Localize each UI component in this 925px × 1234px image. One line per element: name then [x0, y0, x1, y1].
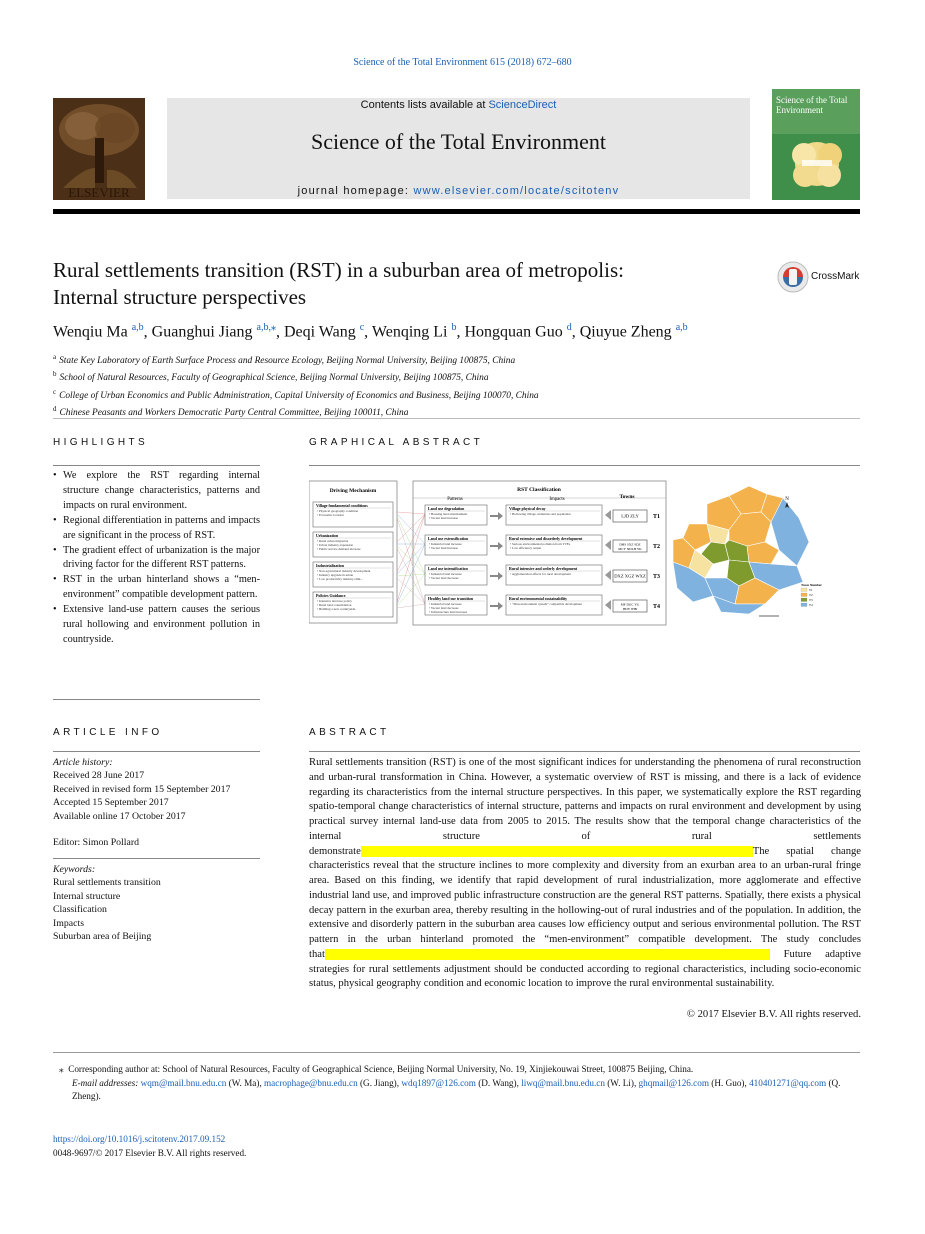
crossmark-badge[interactable] — [776, 260, 866, 294]
homepage-link[interactable]: www.elsevier.com/locate/scitotenv — [413, 185, 620, 197]
email-owner: (G. Jiang) — [360, 1077, 397, 1088]
graphical-abstract-figure — [309, 478, 860, 628]
ga-impact-box — [506, 595, 602, 615]
highlights-rule-bottom — [53, 699, 260, 700]
history-item: Available online 17 October 2017 — [53, 810, 186, 822]
ga-driver-box-title: Policies Guidance — [316, 594, 346, 598]
affiliation-text: Chinese Peasants and Workers Democratic Party Central Committee, Beijing 100011, China — [59, 408, 409, 419]
author-separator: , — [456, 323, 465, 341]
ga-pattern-box-title: Land use extensification — [428, 537, 469, 541]
ga-pattern-box-title: Land use intensification — [428, 567, 468, 571]
abstract-text: Rural settlements transition (RST) is one of the most significant indices for understanding the phenomena of rural reconstruction and urban-rural transformation in China. However, a systematic overview of RST is missing, and there is a lack of evidence regarding its characteristics from the internal structure perspectives. In this paper, we systematically explore the RST regarding spatio-temporal change characteristics of internal structure, patterns and impacts on rural environment and development by using practical survey internal land-use data from 2005 to 2015. The results show that the temporal change characteristics of the internal structure of rural settlements demonstrate The spatial change characteristics reveal that the structure inclines to more complexity and diversity from an exurban area to an urban-rural fringe area. Based on this finding, we identify that rapid development of rural industrialization, more agglomerate and effective industrial land use, and improved public infrastructure construction are the general RST patterns. Spatially, there exists a physical decay pattern in the exurban area, thereby resulting in the hollowing-out of rural industries and of the population. In addition, the extensive and disorderly pattern in the suburban area causes low efficiency output and serious environmental pollution. The RST pattern in the urban hinterland promoted the “men-environment” compatible development. The study concludes that Future adaptive strategies for rural settlements adjustment should be conducted according to regional characteristics, including socio-economic status, physical geography condition and economic location to improve the rural environmental sustainability. — [309, 757, 861, 990]
ga-pattern-box-line: • Vacant land increase — [429, 546, 459, 551]
ga-town-tier: T2 — [653, 544, 661, 550]
abstract-heading: ABSTRACT — [309, 727, 390, 738]
ga-map-legend-swatch — [801, 603, 807, 607]
ga-driver-box-line: • Non-agricultural industry development — [317, 569, 371, 573]
ga-impact-box-line: • Hollowing village, industries and population — [510, 512, 571, 516]
ga-col-driving: Driving Mechanism — [329, 488, 377, 494]
ga-map-legend-swatch — [801, 588, 807, 592]
affiliation-key: c — [53, 387, 57, 396]
corresponding-author: ⁎ Corresponding author at: School of Natural Resources, Faculty of Geographical Science, Beijing Normal University, No. 19, Xinjiekouwai Street, 100875 Beijing, China. — [59, 1064, 694, 1074]
ga-pattern-box — [425, 505, 487, 525]
affiliation-a — [53, 351, 863, 368]
author-affiliation-ref[interactable]: a,b — [675, 322, 688, 333]
footnote-rule — [53, 1052, 860, 1053]
highlight-item: • Regional differentiation in patterns and impacts are significant in the process of RST. — [53, 514, 260, 544]
cover-title: Science of the Total Environment — [776, 95, 848, 115]
highlight-item: • The gradient effect of urbanization is the major driving factor for the different RST patterns. — [53, 544, 260, 574]
journal-citation[interactable]: Science of the Total Environment 615 (2018) 672–680 — [353, 57, 572, 68]
email-link[interactable]: 410401271@qq.com — [749, 1077, 827, 1088]
ga-driver-box — [313, 532, 393, 557]
author-name: Deqi Wang — [283, 323, 356, 341]
ga-driver-box-title: Village fundamental conditions — [316, 504, 368, 508]
highlights-heading: HIGHLIGHTS — [53, 437, 149, 448]
article-info — [53, 756, 263, 849]
affiliation-c — [53, 386, 863, 403]
author-affiliation-ref[interactable]: d — [566, 322, 572, 333]
ga-driver-box-title: Industrialization — [316, 564, 344, 568]
highlight-mark-1 — [361, 846, 753, 857]
ga-driver-box-line: • Economic location — [317, 513, 344, 518]
elsevier-logo — [53, 98, 145, 200]
header-rule — [53, 209, 860, 214]
history-item: Received in revised form 15 September 2017 — [53, 783, 231, 795]
keyword-item: Suburban area of Beijing — [53, 931, 152, 943]
article-info-heading: ARTICLE INFO — [53, 727, 163, 738]
highlights-list — [53, 469, 260, 648]
ga-pattern-box-line: • Vacant land decrease — [429, 576, 459, 581]
ga-impact-box-line: • Serious environmental pollution from TVEs — [510, 542, 571, 546]
keyword-item: Classification — [53, 904, 107, 916]
ga-impact-box-line: • Agglomeration effects for rural development — [510, 572, 571, 576]
ga-impact-box — [506, 565, 602, 585]
article-info-rule — [53, 751, 260, 752]
ga-town-codes: LJD ZLY — [621, 513, 639, 519]
ga-driver-box-line: • Intensive land use policy — [317, 599, 352, 603]
ga-col-impacts: Impacts — [549, 497, 565, 502]
ga-town-codes: MF DGC YG — [620, 602, 640, 607]
author-separator: , — [143, 323, 152, 341]
keyword-item: Internal structure — [53, 890, 121, 902]
affiliation-text: College of Urban Economics and Public Administration, Capital University of Economics and Business, Beijing 100070, China — [59, 390, 539, 401]
ga-impact-box-title: Rural environmental sustainability — [509, 597, 568, 601]
history-item: Accepted 15 September 2017 — [53, 797, 169, 809]
ga-driver-box-line: • Public service demand increase — [317, 547, 361, 552]
ga-driver-box-line: • Building a new countryside — [317, 607, 356, 612]
ga-driver-box-line: • Rural land consolidation — [317, 603, 352, 608]
issn-line: 0048-9697/© 2017 Elsevier B.V. All rights reserved. — [53, 1148, 247, 1158]
homepage-line: journal homepage: www.elsevier.com/locate/scitotenv — [297, 185, 620, 197]
history-list — [53, 769, 263, 823]
ga-map-legend-title: Town Number — [801, 583, 822, 587]
graphical-abstract-rule — [309, 465, 860, 466]
highlight-item: • We explore the RST regarding internal structure change characteristics, patterns and impacts on rural environment. — [53, 469, 260, 514]
article-title: Rural settlements transition (RST) in a suburban area of metropolis: Internal structure perspectives — [53, 258, 624, 309]
author-name: Qiuyue Zheng — [579, 323, 672, 341]
email-owner: (W. Li) — [607, 1077, 634, 1088]
email-owner: (Q. Zheng). — [72, 1077, 841, 1101]
ga-pattern-box — [425, 565, 487, 585]
ga-impact-box-title: Rural intensive and orderly development — [509, 567, 578, 571]
ga-driver-box-line: • Low productivity industry elim... — [317, 577, 363, 582]
history-item: Received 28 June 2017 — [53, 770, 145, 782]
author-affiliation-ref[interactable]: a,b — [131, 322, 144, 333]
ga-map-region — [747, 542, 779, 564]
ga-map-legend-label: T3 — [809, 598, 813, 602]
author-name: Wenqing Li — [371, 323, 448, 341]
crossmark-icon — [776, 260, 810, 294]
elsevier-wordmark: ELSEVIER — [68, 185, 130, 200]
email-link[interactable]: wdq1897@126.com — [401, 1077, 476, 1088]
affiliation-key: d — [53, 405, 57, 414]
ga-pattern-box-title: Healthy land use transition — [428, 597, 474, 601]
author-separator: , — [275, 323, 284, 341]
highlight-mark-2 — [325, 949, 770, 960]
ga-town-codes: BDY JHB — [623, 607, 637, 611]
ga-driver-box — [313, 562, 393, 587]
author-affiliation-ref[interactable]: c — [359, 322, 365, 333]
ga-impact-box-title: Village physical decay — [509, 507, 546, 511]
editor-line: Editor: Simon Pollard — [53, 837, 139, 849]
ga-impact-box-title: Rural extensive and disorderly development — [509, 537, 583, 541]
author-name: Hongquan Guo — [464, 323, 563, 341]
ga-pattern-box-line: • Industrial land increase — [429, 602, 462, 606]
ga-pattern-box-line: • Vacant land increase — [429, 516, 459, 521]
affiliation-key: b — [53, 370, 57, 379]
crossmark-label: CrossMark — [811, 271, 860, 282]
email-link[interactable]: wqm@mail.bnu.edu.cn — [140, 1077, 227, 1088]
ga-town-tier: T1 — [653, 514, 661, 520]
ga-map-legend-swatch — [801, 598, 807, 602]
affiliation-text: State Key Laboratory of Earth Surface Process and Resource Ecology, Beijing Normal University, Beijing 100875, China — [59, 356, 516, 367]
email-owner: (W. Ma) — [228, 1077, 260, 1088]
ga-pattern-box-line: • Infrastructure land increase — [429, 610, 468, 615]
ga-driver-box — [313, 592, 393, 617]
email-link[interactable]: macrophage@bnu.edu.cn — [264, 1077, 358, 1088]
ga-impact-box — [506, 535, 602, 555]
ga-impact-box-line: • “Man-environment system” compatible development — [510, 602, 583, 606]
ga-town-codes: MCY NDLH YK — [618, 547, 642, 551]
affiliation-text: School of Natural Resources, Faculty of Geographical Science, Beijing Normal University, Beijing 100875, China — [59, 373, 489, 384]
ga-impact-box-line: • Low efficiency output — [510, 546, 542, 551]
ga-col-rst: RST Classification — [517, 487, 561, 493]
author-affiliation-ref[interactable]: a,b,⁎ — [256, 322, 276, 333]
affiliation-key: a — [53, 353, 57, 361]
sciencedirect-link[interactable]: ScienceDirect — [488, 99, 557, 111]
keywords-label: Keywords: — [53, 864, 96, 875]
ga-map-north-label: N — [785, 497, 789, 502]
keyword-item: Rural settlements transition — [53, 877, 161, 889]
ga-driver-box — [313, 502, 393, 527]
history-label: Article history: — [53, 757, 113, 768]
highlight-item: • RST in the urban hinterland shows a “men-environment” compatible development pattern. — [53, 573, 260, 603]
journal-title: Science of the Total Environment — [311, 129, 606, 154]
email-addresses: E-mail addresses: wqm@mail.bnu.edu.cn (W. Ma), macrophage@bnu.edu.cn (G. Jiang), wdq1897@126.com (D. Wang), liwq@mail.bnu.edu.cn (W. Li), ghqmail@126.com (H. Guo), 410401271@qq.com (Q. Zheng). — [72, 1077, 841, 1101]
author-separator: , — [571, 323, 580, 341]
keyword-item: Impacts — [53, 917, 85, 929]
ga-driver-box-line: • Urban industry expansion — [317, 543, 354, 548]
keyword-list — [53, 876, 263, 943]
ga-col-towns: Towns — [619, 494, 635, 500]
ga-pattern-box-line: • Housing land abandonment — [429, 512, 468, 516]
ga-driver-box-title: Urbanization — [316, 534, 339, 538]
keywords-rule — [53, 858, 260, 859]
affiliation-list — [53, 351, 863, 421]
journal-cover-image — [772, 89, 860, 200]
affiliation-b — [53, 368, 863, 385]
ga-map-legend-swatch — [801, 593, 807, 597]
email-link[interactable]: ghqmail@126.com — [638, 1077, 709, 1088]
author-list — [53, 322, 863, 341]
doi-link[interactable]: https://doi.org/10.1016/j.scitotenv.2017.09.152 — [53, 1134, 226, 1144]
ga-driver-box-line: • Industry upgrade in urban — [317, 573, 354, 578]
author-name: Guanghui Jiang — [151, 323, 253, 341]
author-affiliation-ref[interactable]: b — [451, 322, 457, 333]
ga-map-legend-label: T1 — [809, 588, 813, 592]
ga-pattern-box — [425, 595, 487, 615]
graphical-abstract-heading: GRAPHICAL ABSTRACT — [309, 437, 484, 448]
email-owner: (D. Wang) — [478, 1077, 517, 1088]
highlights-rule — [53, 465, 260, 466]
keywords-block — [53, 863, 263, 943]
author-separator: , — [364, 323, 372, 341]
email-link[interactable]: liwq@mail.bnu.edu.cn — [521, 1077, 605, 1088]
ga-pattern-box-line: • Industrial land increase — [429, 542, 462, 546]
ga-pattern-box-line: • Vacant land decrease — [429, 606, 459, 611]
copyright-line: © 2017 Elsevier B.V. All rights reserved. — [686, 1009, 861, 1020]
highlight-item: • Extensive land-use pattern causes the serious rural hollowing and environment pollution in countryside. — [53, 603, 260, 648]
abstract-rule — [309, 751, 860, 752]
ga-pattern-box-line: • Industrial land increase — [429, 572, 462, 576]
ga-driver-box-line: • Rural urban migration — [317, 539, 349, 543]
ga-town-tier: T3 — [653, 574, 661, 580]
affiliation-divider — [53, 418, 860, 419]
ga-pattern-box — [425, 535, 487, 555]
contents-line: Contents lists available at ScienceDirect — [360, 99, 557, 111]
ga-driver-box-line: • Physical geography condition — [317, 509, 359, 513]
ga-map-legend-label: T4 — [809, 603, 813, 607]
ga-town-tier: T4 — [653, 604, 661, 610]
footnote — [53, 1063, 863, 1104]
ga-town-codes: DXZ XGZ WXZ — [614, 573, 646, 579]
email-owner: (H. Guo) — [711, 1077, 745, 1088]
ga-town-codes: DHS SXZ SDZ — [619, 542, 641, 547]
ga-col-patterns: Patterns — [447, 497, 463, 502]
ga-map-legend-label: T2 — [809, 593, 813, 597]
author-name: Wenqiu Ma — [53, 323, 128, 341]
ga-impact-box — [506, 505, 602, 525]
ga-pattern-box-title: Land use degradation — [428, 507, 465, 511]
